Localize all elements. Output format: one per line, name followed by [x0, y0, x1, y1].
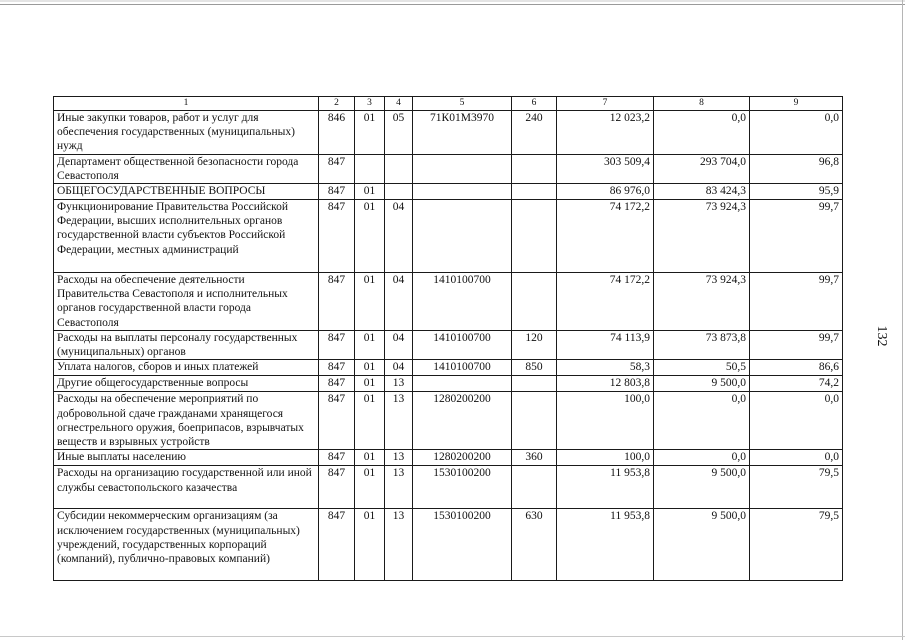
scan-bottom-line: [0, 636, 905, 637]
execution-percent-cell: 99,7: [750, 273, 843, 331]
column-header: 1: [54, 97, 319, 111]
expense-type-cell: [512, 466, 557, 509]
actual-amount-cell: 73 924,3: [654, 200, 750, 273]
scan-right-line: [902, 0, 903, 640]
execution-percent-cell: 74,2: [750, 376, 843, 392]
table-row: [54, 466, 843, 509]
target-article-cell: 1410100700: [413, 331, 512, 360]
target-article-cell: 1530100200: [413, 509, 512, 581]
expense-type-cell: [512, 200, 557, 273]
table-row: [54, 200, 843, 273]
column-header: 8: [654, 97, 750, 111]
target-article-cell: [413, 200, 512, 273]
scan-top-edge: [0, 0, 905, 2]
execution-percent-cell: 95,9: [750, 184, 843, 200]
section-code-cell: 01: [355, 273, 385, 331]
subsection-code-cell: 04: [385, 273, 413, 331]
table-row: [54, 509, 843, 581]
actual-amount-cell: 0,0: [654, 392, 750, 450]
execution-percent-cell: 0,0: [750, 450, 843, 466]
row-name-cell: Уплата налогов, сборов и иных платежей: [54, 360, 319, 376]
actual-amount-cell: 0,0: [654, 111, 750, 155]
actual-amount-cell: 73 924,3: [654, 273, 750, 331]
table-row: [54, 360, 843, 376]
section-code-cell: 01: [355, 392, 385, 450]
subsection-code-cell: 13: [385, 466, 413, 509]
section-code-cell: 01: [355, 450, 385, 466]
expense-type-cell: [512, 184, 557, 200]
budget-table: [53, 96, 843, 581]
planned-amount-cell: 100,0: [557, 392, 654, 450]
target-article-cell: 1410100700: [413, 273, 512, 331]
subsection-code-cell: 04: [385, 200, 413, 273]
table-row: [54, 392, 843, 450]
grbs-code-cell: 847: [319, 466, 355, 509]
grbs-code-cell: 847: [319, 450, 355, 466]
planned-amount-cell: 74 172,2: [557, 273, 654, 331]
column-header: 9: [750, 97, 843, 111]
row-name-cell: Расходы на обеспечение мероприятий по добровольной сдаче гражданами хранящегося огнестрельного оружия, боеприпасов, взрывчатых веществ и взрывных устройств: [54, 392, 319, 450]
actual-amount-cell: 9 500,0: [654, 466, 750, 509]
target-article-cell: 71К01М3970: [413, 111, 512, 155]
column-header: 6: [512, 97, 557, 111]
grbs-code-cell: 847: [319, 154, 355, 183]
column-header: 2: [319, 97, 355, 111]
row-name-cell: Расходы на обеспечение деятельности Правительства Севастополя и исполнительных органов государственной власти города Севастополя: [54, 273, 319, 331]
actual-amount-cell: 293 704,0: [654, 154, 750, 183]
execution-percent-cell: 99,7: [750, 200, 843, 273]
section-code-cell: 01: [355, 466, 385, 509]
expense-type-cell: 240: [512, 111, 557, 155]
grbs-code-cell: 847: [319, 392, 355, 450]
section-code-cell: [355, 154, 385, 183]
table-row: [54, 184, 843, 200]
table-row: [54, 450, 843, 466]
subsection-code-cell: 05: [385, 111, 413, 155]
planned-amount-cell: 74 113,9: [557, 331, 654, 360]
execution-percent-cell: 79,5: [750, 466, 843, 509]
column-number-row: [54, 97, 843, 111]
subsection-code-cell: 04: [385, 331, 413, 360]
planned-amount-cell: 58,3: [557, 360, 654, 376]
actual-amount-cell: 0,0: [654, 450, 750, 466]
actual-amount-cell: 9 500,0: [654, 509, 750, 581]
execution-percent-cell: 0,0: [750, 111, 843, 155]
grbs-code-cell: 847: [319, 376, 355, 392]
planned-amount-cell: 74 172,2: [557, 200, 654, 273]
section-code-cell: 01: [355, 376, 385, 392]
expense-type-cell: [512, 392, 557, 450]
target-article-cell: [413, 154, 512, 183]
planned-amount-cell: 100,0: [557, 450, 654, 466]
row-name-cell: Функционирование Правительства Российской Федерации, высших исполнительных органов государственной власти субъектов Российской Федерации, местных администраций: [54, 200, 319, 273]
section-code-cell: 01: [355, 184, 385, 200]
expense-type-cell: [512, 376, 557, 392]
column-header: 7: [557, 97, 654, 111]
table-row: [54, 154, 843, 183]
target-article-cell: 1280200200: [413, 450, 512, 466]
section-code-cell: 01: [355, 360, 385, 376]
row-name-cell: Расходы на выплаты персоналу государственных (муниципальных) органов: [54, 331, 319, 360]
execution-percent-cell: 79,5: [750, 509, 843, 581]
row-name-cell: Другие общегосударственные вопросы: [54, 376, 319, 392]
grbs-code-cell: 847: [319, 331, 355, 360]
actual-amount-cell: 83 424,3: [654, 184, 750, 200]
budget-table-body: [54, 97, 843, 581]
row-name-cell: Департамент общественной безопасности города Севастополя: [54, 154, 319, 183]
row-name-cell: Субсидии некоммерческим организациям (за исключением государственных (муниципальных) учреждений, государственных корпораций (компаний), публично-правовых компаний): [54, 509, 319, 581]
expense-type-cell: [512, 273, 557, 331]
column-header: 3: [355, 97, 385, 111]
row-name-cell: Иные выплаты населению: [54, 450, 319, 466]
execution-percent-cell: 96,8: [750, 154, 843, 183]
grbs-code-cell: 847: [319, 200, 355, 273]
row-name-cell: ОБЩЕГОСУДАРСТВЕННЫЕ ВОПРОСЫ: [54, 184, 319, 200]
expense-type-cell: 850: [512, 360, 557, 376]
actual-amount-cell: 50,5: [654, 360, 750, 376]
page-number: 132: [874, 325, 889, 347]
subsection-code-cell: 13: [385, 392, 413, 450]
execution-percent-cell: 0,0: [750, 392, 843, 450]
target-article-cell: [413, 376, 512, 392]
subsection-code-cell: 13: [385, 509, 413, 581]
actual-amount-cell: 9 500,0: [654, 376, 750, 392]
table-row: [54, 111, 843, 155]
planned-amount-cell: 303 509,4: [557, 154, 654, 183]
execution-percent-cell: 99,7: [750, 331, 843, 360]
target-article-cell: 1410100700: [413, 360, 512, 376]
column-header: 4: [385, 97, 413, 111]
subsection-code-cell: 13: [385, 450, 413, 466]
section-code-cell: 01: [355, 111, 385, 155]
planned-amount-cell: 12 023,2: [557, 111, 654, 155]
grbs-code-cell: 847: [319, 509, 355, 581]
target-article-cell: 1280200200: [413, 392, 512, 450]
execution-percent-cell: 86,6: [750, 360, 843, 376]
grbs-code-cell: 847: [319, 273, 355, 331]
table-row: [54, 376, 843, 392]
section-code-cell: 01: [355, 200, 385, 273]
grbs-code-cell: 846: [319, 111, 355, 155]
expense-type-cell: [512, 154, 557, 183]
target-article-cell: 1530100200: [413, 466, 512, 509]
scan-top-line: [0, 4, 905, 5]
subsection-code-cell: 13: [385, 376, 413, 392]
expense-type-cell: 360: [512, 450, 557, 466]
grbs-code-cell: 847: [319, 360, 355, 376]
planned-amount-cell: 11 953,8: [557, 466, 654, 509]
table-row: [54, 331, 843, 360]
planned-amount-cell: 86 976,0: [557, 184, 654, 200]
subsection-code-cell: 04: [385, 360, 413, 376]
section-code-cell: 01: [355, 509, 385, 581]
target-article-cell: [413, 184, 512, 200]
subsection-code-cell: [385, 184, 413, 200]
expense-type-cell: 120: [512, 331, 557, 360]
column-header: 5: [413, 97, 512, 111]
planned-amount-cell: 11 953,8: [557, 509, 654, 581]
row-name-cell: Расходы на организацию государственной или иной службы севастопольского казачества: [54, 466, 319, 509]
subsection-code-cell: [385, 154, 413, 183]
section-code-cell: 01: [355, 331, 385, 360]
grbs-code-cell: 847: [319, 184, 355, 200]
planned-amount-cell: 12 803,8: [557, 376, 654, 392]
expense-type-cell: 630: [512, 509, 557, 581]
table-row: [54, 273, 843, 331]
actual-amount-cell: 73 873,8: [654, 331, 750, 360]
row-name-cell: Иные закупки товаров, работ и услуг для обеспечения государственных (муниципальных) нужд: [54, 111, 319, 155]
